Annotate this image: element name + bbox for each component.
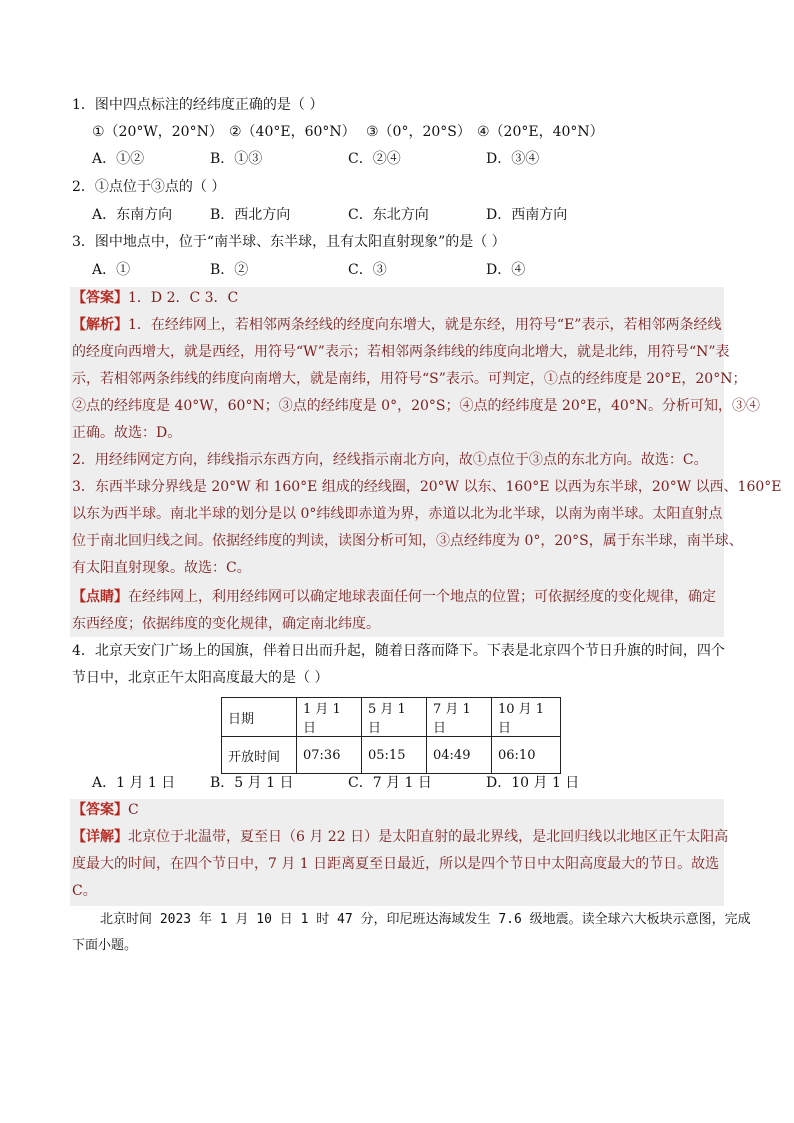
analysis-text: 1．在经纬网上，若相邻两条经线的经度向东增大，就是东经，用符号“E”表示，若相邻两条经线 (128, 317, 722, 333)
question-4-stem-2: 节日中，北京正午太阳高度最大的是（ ） (72, 670, 329, 686)
table-cell: 04:49 (427, 737, 492, 774)
q4-option-d[interactable]: D．10 月 1 日 (486, 775, 580, 791)
analysis-line-3: 示，若相邻两条纬线的纬度向南增大，就是南纬，用符号“S”表示。可判定，①点的经纬度是 20°E，20°N； (72, 371, 747, 387)
detail4-text: 北京位于北温带，夏至日（6 月 22 日）是太阳直射的最北界线，是北回归线以北地区正午太阳高 (128, 829, 729, 845)
q1-point-2: ②（40°E，60°N） (229, 124, 356, 140)
q1-point-1: ①（20°W，20°N） (92, 124, 223, 140)
q4-option-a[interactable]: A．1 月 1 日 (92, 775, 176, 791)
answer4-line (72, 800, 139, 820)
q2-option-b[interactable]: B．西北方向 (210, 207, 291, 223)
q1-point-3: ③（0°，20°S） (366, 124, 471, 140)
q1-option-b[interactable]: B．①③ (210, 151, 263, 167)
tip-tag: 【点睛】 (72, 589, 128, 605)
table-header-cell: 7 月 1 日 (427, 698, 492, 737)
analysis-tag: 【解析】 (72, 317, 128, 333)
table-row (222, 737, 561, 774)
q1-point-4: ④（20°E，40°N） (477, 124, 604, 140)
table-cell: 07:36 (297, 737, 362, 774)
q2-option-c[interactable]: C．东北方向 (348, 207, 429, 223)
q1-option-a[interactable]: A．①② (92, 151, 145, 167)
detail4-line-3: C。 (72, 883, 97, 899)
table-header-row (222, 698, 561, 737)
answer-line-1 (72, 288, 238, 308)
tip-line-1 (72, 587, 716, 607)
detail4-line-1 (72, 827, 728, 847)
analysis-line-5: 正确。故选：D。 (72, 425, 182, 441)
q3-option-b[interactable]: B．② (210, 262, 249, 278)
analysis-line-8: 以东为西半球。南北半球的划分是以 0°纬线即赤道为界，赤道以北为北半球，以南为南半球。太阳直射点 (72, 506, 723, 522)
analysis-line-2: 的经度向西增大，就是西经，用符号“W”表示；若相邻两条纬线的纬度向北增大，就是北纬，用符号“N”表 (72, 344, 730, 360)
answer-block-4 (70, 799, 724, 906)
table-cell: 05:15 (362, 737, 427, 774)
detail4-tag: 【详解】 (72, 829, 128, 845)
q3-option-a[interactable]: A．① (92, 262, 131, 278)
table-header-cell: 5 月 1 日 (362, 698, 427, 737)
analysis-line-7: 3．东西半球分界线是 20°W 和 160°E 组成的经线圈，20°W 以东、160°E 以西为东半球，20°W 以西、160°E (72, 479, 782, 495)
q3-option-c[interactable]: C．③ (348, 262, 387, 278)
q3-option-d[interactable]: D．④ (486, 262, 526, 278)
analysis-line-9: 位于南北回归线之间。依据经纬度的判读，读图分析可知，③点经纬度为 0°，20°S，属于东半球，南半球、 (72, 533, 743, 549)
q2-option-d[interactable]: D．西南方向 (486, 207, 568, 223)
answer-text: 1．D 2．C 3．C (128, 290, 239, 306)
question-4-stem-1: 4．北京天安门广场上的国旗，伴着日出而升起，随着日落而降下。下表是北京四个节日升旗的时间，四个 (72, 643, 725, 659)
q2-option-a[interactable]: A．东南方向 (92, 207, 173, 223)
table-cell: 06:10 (492, 737, 561, 774)
question-3-stem: 3．图中地点中，位于“南半球、东半球，且有太阳直射现象”的是（ ） (72, 234, 506, 250)
answer-tag: 【答案】 (72, 290, 128, 306)
tip-text: 在经纬网上，利用经纬网可以确定地球表面任何一个地点的位置；可依据经度的变化规律，确定 (128, 589, 716, 605)
table-header-cell: 10 月 1 日 (492, 698, 561, 737)
question-1-stem: 1．图中四点标注的经纬度正确的是（ ） (72, 97, 324, 113)
q1-option-c[interactable]: C．②④ (348, 151, 401, 167)
tip-line-2: 东西经度；依据纬度的变化规律，确定南北纬度。 (72, 616, 380, 632)
passage-line-1: 北京时间 2023 年 1 月 10 日 1 时 47 分，印尼班达海域发生 7.6 级地震。读全球六大板块示意图，完成 (100, 912, 751, 927)
q4-option-c[interactable]: C．7 月 1 日 (348, 775, 432, 791)
flag-time-table (221, 697, 561, 774)
table-cell: 开放时间 (222, 737, 297, 774)
analysis-line-6: 2．用经纬网定方向，纬线指示东西方向，经线指示南北方向，故①点位于③点的东北方向。故选：C。 (72, 452, 708, 468)
passage-line-2: 下面小题。 (72, 938, 138, 953)
answer4-tag: 【答案】 (72, 802, 128, 818)
analysis-line-4: ②点的经纬度是 40°W，60°N；③点的经纬度是 0°，20°S；④点的经纬度是 20°E，40°N。分析可知，③④ (72, 398, 761, 414)
q1-option-d[interactable]: D．③④ (486, 151, 540, 167)
table-header-cell: 日期 (222, 698, 297, 737)
question-2-stem: 2．①点位于③点的（ ） (72, 179, 226, 195)
table-header-cell: 1 月 1 日 (297, 698, 362, 737)
detail4-line-2: 度最大的时间，在四个节日中，7 月 1 日距离夏至日最近，所以是四个节日中太阳高度最大的节日。故选 (72, 856, 720, 872)
analysis-line-10: 有太阳直射现象。故选：C。 (72, 560, 251, 576)
q4-option-b[interactable]: B．5 月 1 日 (210, 775, 294, 791)
answer4-text: C (128, 802, 139, 818)
analysis-line-1 (72, 315, 721, 335)
